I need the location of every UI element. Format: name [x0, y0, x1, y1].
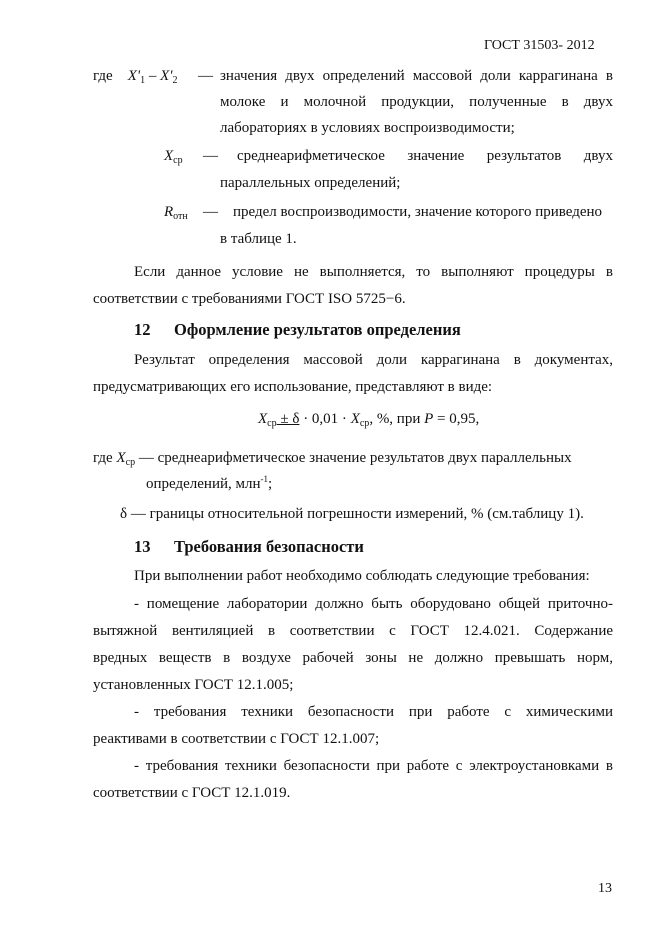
requirement-2-line-1: - требования техники безопасности при работе с химическими	[134, 704, 613, 720]
section-12-paragraph-line-2: предусматривающих его использование, представляют в виде:	[93, 379, 493, 395]
definition-1-line-1: значения двух определений массовой доли каррагинана в	[220, 68, 613, 84]
requirement-1-line-3: вредных веществ в воздухе рабочей зоны не должно превышать норм,	[93, 650, 613, 666]
section-13-intro: При выполнении работ необходимо соблюдать следующие требования:	[134, 568, 590, 584]
definition-2-line-2: параллельных определений;	[220, 175, 401, 191]
requirement-1-line-1: - помещение лаборатории должно быть оборудовано общей приточно-	[134, 596, 613, 612]
page-number: 13	[598, 881, 612, 896]
requirement-2-line-2: реактивами в соответствии с ГОСТ 12.1.007;	[93, 731, 380, 747]
definition-1-dash: —	[198, 68, 213, 84]
formula-explanation-line-2: определений, млн$^{-1}$;	[146, 474, 273, 492]
section-12-title: Оформление результатов определения	[174, 320, 461, 339]
definition-2-symbol: $X_{ср}$	[164, 148, 183, 166]
definition-1-line-2: молоке и молочной продукции, полученные в двух	[220, 94, 613, 110]
section-12-number: 12	[134, 320, 151, 339]
section-13-number: 13	[134, 537, 151, 556]
standard-designation: ГОСТ 31503- 2012	[484, 38, 595, 53]
condition-paragraph-line-1: Если данное условие не выполняется, то выполняют процедуры в	[134, 264, 613, 280]
formula-explanation-line-1: где $X_{ср}$ — среднеарифметическое значение результатов двух параллельных	[93, 450, 572, 468]
definition-2-dash: —	[203, 148, 218, 164]
requirement-1-line-4: установленных ГОСТ 12.1.005;	[93, 677, 294, 693]
section-13-title: Требования безопасности	[174, 537, 364, 556]
definition-3-symbol: $R_{отн}$	[164, 204, 188, 222]
result-formula: $X_{ср} \pm \delta \cdot 0,01 \cdot X_{ср}$, %, при P = 0,95,	[258, 411, 480, 429]
definition-3-line-2: в таблице 1.	[220, 231, 297, 247]
definition-3-dash: —	[203, 204, 218, 220]
delta-explanation: δ — границы относительной погрешности измерений, % (см.таблицу 1).	[120, 506, 584, 522]
definition-3-line-1: предел воспроизводимости, значение которого приведено	[233, 204, 603, 220]
definition-1-line-3: лабораториях в условиях воспроизводимости;	[220, 120, 515, 136]
requirement-3-line-2: соответствии с ГОСТ 12.1.019.	[93, 785, 291, 801]
section-12-paragraph-line-1: Результат определения массовой доли каррагинана в документах,	[134, 352, 613, 368]
definition-2-line-1: среднеарифметическое значение результатов двух	[237, 148, 613, 164]
condition-paragraph-line-2: соответствии с требованиями ГОСТ ISO 5725−6.	[93, 291, 406, 307]
requirement-3-line-1: - требования техники безопасности при работе с электроустановками в	[134, 758, 613, 774]
requirement-1-line-2: вытяжной вентиляцией в соответствии с ГОСТ 12.4.021. Содержание	[93, 623, 613, 639]
definition-1-symbol: где $X'_1 - X'_2$	[93, 68, 178, 86]
